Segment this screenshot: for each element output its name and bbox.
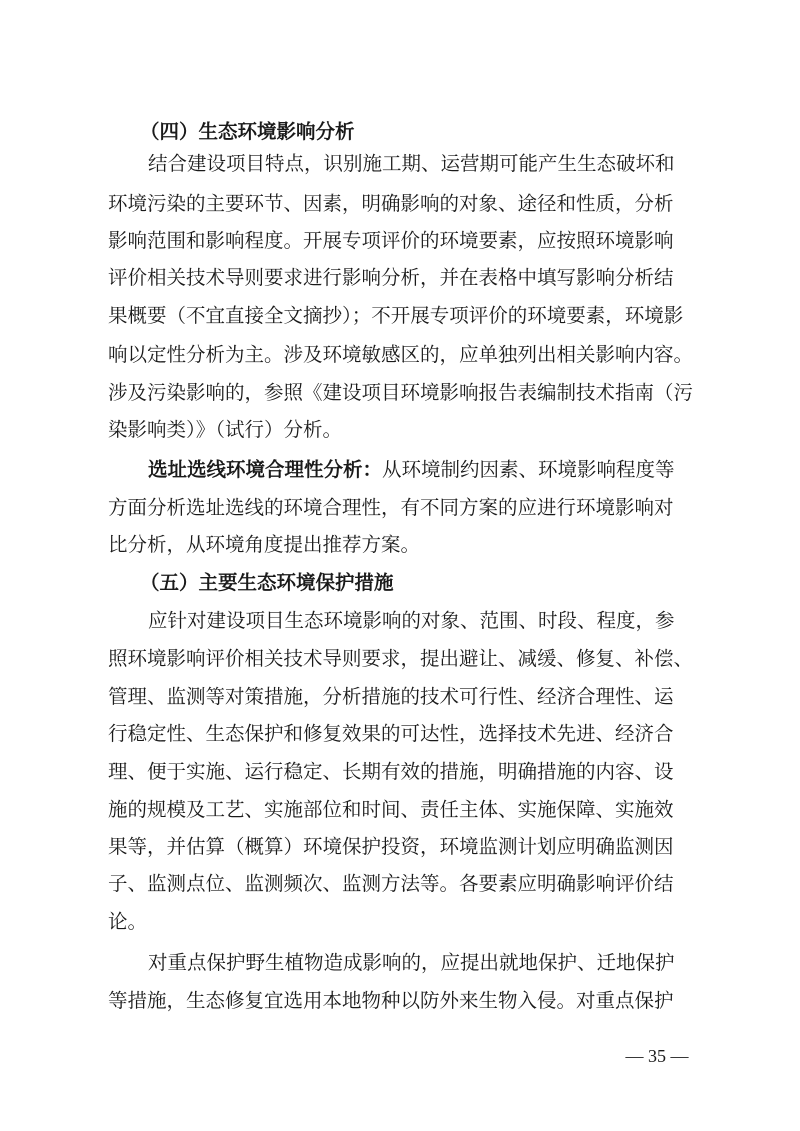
paragraph-lead: 选址选线环境合理性分析： — [148, 458, 383, 481]
paragraph-line: 环境污染的主要环节、因素，明确影响的对象、途径和性质，分析 — [108, 192, 674, 215]
paragraph-line: 响以定性分析为主。涉及环境敏感区的，应单独列出相关影响内容。 — [108, 343, 694, 366]
paragraph-line — [148, 452, 675, 488]
paragraph-line: 等措施，生态修复宜选用本地物种以防外来生物入侵。对重点保护 — [108, 989, 674, 1012]
paragraph-line: 照环境影响评价相关技术导则要求，提出避让、减缓、修复、补偿、 — [108, 647, 694, 670]
page-number: — 35 — — [625, 1046, 689, 1066]
paragraph-line: 方面分析选址选线的环境合理性，有不同方案的应进行环境影响对 — [108, 496, 674, 519]
paragraph-line: 染影响类）》（试行）分析。 — [108, 418, 343, 441]
paragraph-line: 影响范围和影响程度。开展专项评价的环境要素，应按照环境影响 — [108, 229, 674, 252]
paragraph-line: 果等，并估算（概算）环境保护投资，环境监测计划应明确监测因 — [108, 835, 674, 858]
paragraph-line: 对重点保护野生植物造成影响的，应提出就地保护、迁地保护 — [148, 951, 675, 974]
paragraph-line: 施的规模及工艺、实施部位和时间、责任主体、实施保障、实施效 — [108, 798, 674, 821]
paragraph-line: 子、监测点位、监测频次、监测方法等。各要素应明确影响评价结 — [108, 872, 674, 895]
paragraph-line: 应针对建设项目生态环境影响的对象、范围、时段、程度，参 — [148, 609, 675, 632]
paragraph-text: 从环境制约因素、环境影响程度等 — [382, 458, 675, 481]
paragraph-line: 涉及污染影响的，参照《建设项目环境影响报告表编制技术指南（污 — [108, 381, 694, 404]
paragraph-line: 果概要（不宜直接全文摘抄）；不开展专项评价的环境要素，环境影 — [108, 304, 684, 327]
paragraph-line: 论。 — [108, 910, 148, 933]
section-heading-4: （四）生态环境影响分析 — [140, 120, 355, 143]
paragraph-line: 比分析，从环境角度提出推荐方案。 — [108, 533, 421, 556]
section-heading-5: （五）主要生态环境保护措施 — [140, 571, 394, 594]
paragraph-line: 评价相关技术导则要求进行影响分析，并在表格中填写影响分析结 — [108, 266, 674, 289]
paragraph-line: 结合建设项目特点，识别施工期、运营期可能产生生态破坏和 — [148, 152, 675, 175]
paragraph-line: 管理、监测等对策措施，分析措施的技术可行性、经济合理性、运 — [108, 685, 674, 708]
paragraph-line: 行稳定性、生态保护和修复效果的可达性，选择技术先进、经济合 — [108, 722, 674, 745]
paragraph-line: 理、便于实施、运行稳定、长期有效的措施，明确措施的内容、设 — [108, 760, 674, 783]
